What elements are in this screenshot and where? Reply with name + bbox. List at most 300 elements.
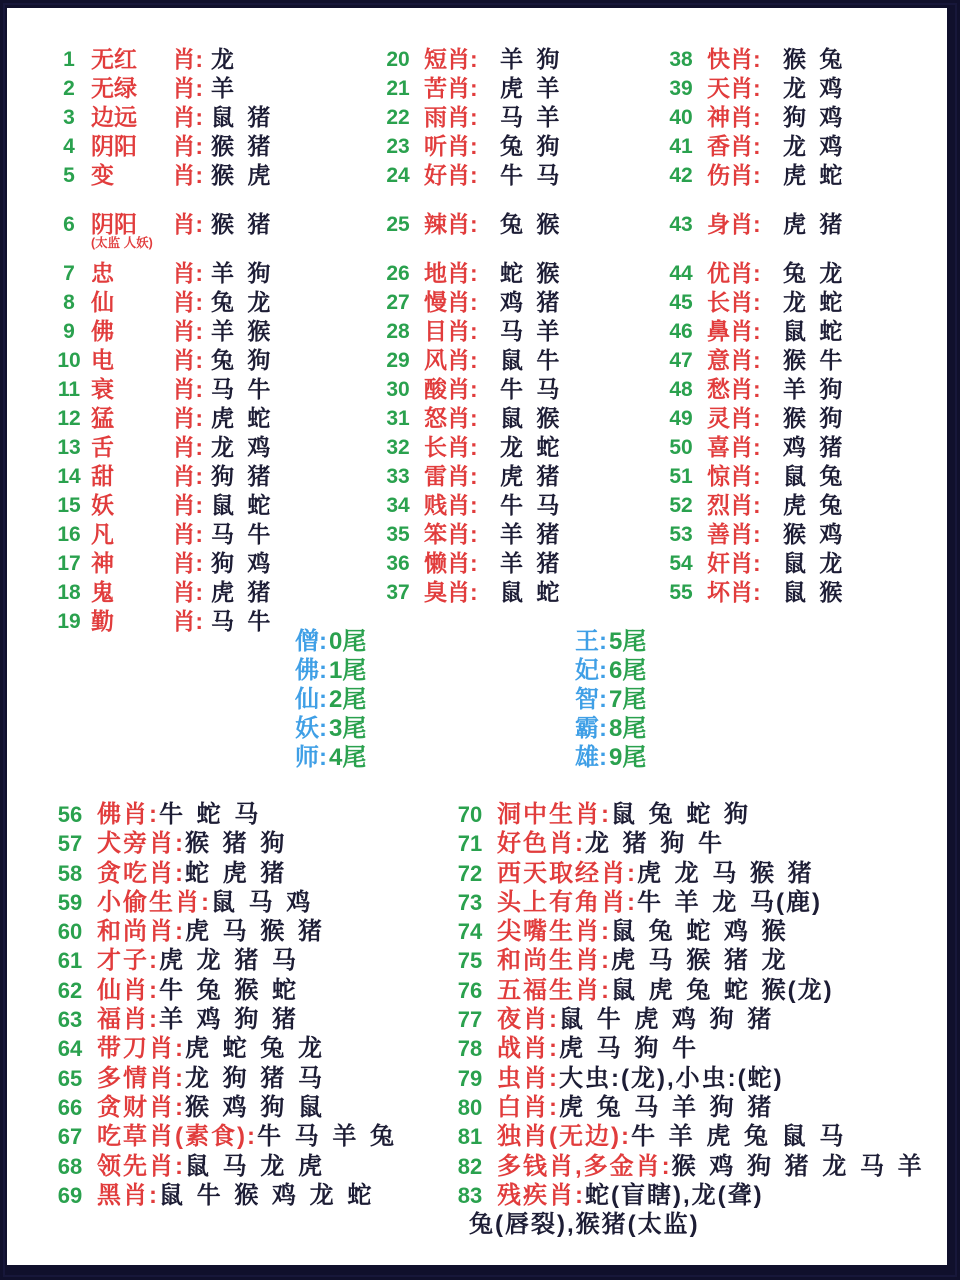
row-values: 龙 鸡 xyxy=(211,434,272,460)
row-values: 虎 兔 马 羊 狗 猪 xyxy=(559,1093,774,1121)
row-label: 西天取经肖: xyxy=(497,859,637,887)
row-number: 15 xyxy=(57,494,81,517)
row-label: 和尚生肖: xyxy=(497,947,611,975)
row-values: 羊 猴 xyxy=(211,318,272,344)
zodiac-row xyxy=(384,45,560,74)
row-text xyxy=(497,888,822,917)
zodiac-row xyxy=(384,346,560,375)
zodiac-row xyxy=(384,404,560,433)
row-number: 69 xyxy=(57,1182,83,1208)
zodiac-row xyxy=(667,404,843,433)
row-label-wrap xyxy=(91,375,203,404)
label-part: 无红 xyxy=(91,46,137,72)
zodiac-row xyxy=(384,491,560,520)
row-number: 13 xyxy=(57,436,81,459)
row-label: 贪吃肖: xyxy=(97,859,185,887)
row-values: 羊 鸡 狗 猪 xyxy=(159,1006,299,1034)
row-values: 虎 蛇 xyxy=(211,405,272,431)
row-group xyxy=(384,259,560,607)
tail-value: 0尾 xyxy=(329,628,367,655)
row-label xyxy=(91,491,203,520)
zodiac-row xyxy=(455,829,924,858)
row-values: 龙 xyxy=(211,46,235,72)
row-values: 狗 鸡 xyxy=(211,550,272,576)
row-number: 40 xyxy=(669,106,693,129)
row-values: 龙 狗 猪 马 xyxy=(185,1064,325,1092)
row-number: 23 xyxy=(386,135,410,158)
tail-value: 4尾 xyxy=(329,744,367,771)
row-label: 惊肖: xyxy=(707,463,761,489)
row-values: 鸡 猪 xyxy=(783,434,844,460)
row-label: 意肖: xyxy=(707,347,761,373)
zodiac-row xyxy=(55,1005,396,1034)
row-values: 猴 虎 xyxy=(211,162,272,188)
row-text xyxy=(497,1093,773,1122)
zodiac-row xyxy=(384,103,560,132)
zodiac-row xyxy=(384,375,560,404)
row-values: 猴 猪 狗 xyxy=(185,830,287,858)
row-label: 五福生肖: xyxy=(497,976,611,1004)
row-number: 47 xyxy=(669,349,693,372)
row-number: 28 xyxy=(386,320,410,343)
row-label xyxy=(91,103,203,132)
row-label: 短肖: xyxy=(424,46,478,72)
zodiac-row xyxy=(667,161,843,190)
row-group xyxy=(55,45,271,190)
row-label: 好色肖: xyxy=(497,830,585,858)
zodiac-row xyxy=(667,103,843,132)
row-number: 67 xyxy=(57,1124,83,1150)
row-number: 74 xyxy=(457,919,483,945)
row-number: 62 xyxy=(57,977,83,1003)
row-values: 狗 猪 xyxy=(211,463,272,489)
row-number: 30 xyxy=(386,378,410,401)
row-label: 听肖: xyxy=(424,133,478,159)
row-values: 猴 兔 xyxy=(783,46,844,72)
zodiac-row xyxy=(667,433,843,462)
row-label: 长肖: xyxy=(424,434,478,460)
row-label: 战肖: xyxy=(497,1035,559,1063)
row-number: 17 xyxy=(57,552,81,575)
row-text xyxy=(497,859,814,888)
row-label xyxy=(91,317,203,346)
zodiac-row xyxy=(55,491,271,520)
tail-row xyxy=(575,743,646,772)
zodiac-row xyxy=(55,288,271,317)
row-number: 71 xyxy=(457,831,483,857)
zodiac-row xyxy=(55,946,396,975)
row-number: 70 xyxy=(457,802,483,827)
row-label: 好肖: xyxy=(424,162,478,188)
row-label: 鼻肖: xyxy=(707,318,761,344)
row-label: 雷肖: xyxy=(424,463,478,489)
row-number: 16 xyxy=(57,523,81,546)
row-label: 身肖: xyxy=(707,211,761,237)
tail-value: 6尾 xyxy=(609,657,647,684)
row-number: 33 xyxy=(386,465,410,488)
row-group xyxy=(667,210,843,259)
row-label: 地肖: xyxy=(424,260,478,286)
row-number: 4 xyxy=(63,135,75,158)
row-values: 鼠 蛇 xyxy=(500,579,561,605)
tail-row xyxy=(295,685,366,714)
zodiac-row xyxy=(455,1034,924,1063)
row-values: 牛 兔 猴 蛇 xyxy=(159,976,299,1004)
zodiac-row xyxy=(667,210,843,259)
row-label: 伤肖: xyxy=(707,162,761,188)
row-label xyxy=(91,210,203,239)
row-values: 猴 鸡 xyxy=(783,521,844,547)
row-text xyxy=(97,800,260,829)
row-number: 14 xyxy=(57,465,81,488)
zodiac-row xyxy=(455,1064,924,1093)
row-label xyxy=(91,346,203,375)
row-label: 风肖: xyxy=(424,347,478,373)
label-part: 肖: xyxy=(172,46,203,72)
tail-label: 智: xyxy=(575,686,607,713)
tail-row xyxy=(295,743,366,772)
zodiac-row xyxy=(667,259,843,288)
row-values: 虎 马 猴 猪 xyxy=(185,918,325,946)
zodiac-row xyxy=(55,45,271,74)
label-part: 忠 xyxy=(91,260,114,286)
label-part: 边远 xyxy=(91,104,137,130)
label-part: 肖: xyxy=(172,521,203,547)
row-label-wrap xyxy=(91,259,203,288)
row-group xyxy=(384,210,560,259)
row-number: 19 xyxy=(57,610,81,633)
row-text xyxy=(97,1122,396,1151)
zodiac-row xyxy=(384,520,560,549)
row-label xyxy=(91,549,203,578)
row-text xyxy=(97,946,298,975)
row-label-wrap xyxy=(91,346,203,375)
label-part: 凡 xyxy=(91,521,114,547)
row-values: 鼠 龙 xyxy=(783,550,844,576)
row-number: 58 xyxy=(57,860,83,886)
row-values: 羊 狗 xyxy=(783,376,844,402)
zodiac-row xyxy=(55,346,271,375)
row-label xyxy=(91,45,203,74)
zodiac-row xyxy=(55,103,271,132)
zodiac-row xyxy=(667,288,843,317)
row-label-wrap xyxy=(91,317,203,346)
row-values: 鼠 兔 xyxy=(783,463,844,489)
tail-row xyxy=(295,656,366,685)
row-label: 尖嘴生肖: xyxy=(497,918,611,946)
row-group xyxy=(55,210,271,259)
label-part: 肖: xyxy=(172,550,203,576)
row-values: 兔 龙 xyxy=(211,289,272,315)
top-column-2 xyxy=(384,45,560,607)
row-values-line2: 兔(唇裂),猴猪(太监) xyxy=(469,1211,700,1239)
row-values: 兔 猴 xyxy=(500,211,561,237)
label-part: 仙 xyxy=(91,289,114,315)
row-values: 鼠 猴 xyxy=(783,579,844,605)
zodiac-row xyxy=(55,578,271,607)
row-text xyxy=(97,1181,373,1210)
row-values: 猴 鸡 狗 猪 龙 马 羊 xyxy=(671,1152,924,1180)
label-part: 神 xyxy=(91,550,114,576)
row-label: 目肖: xyxy=(424,318,478,344)
row-label: 虫肖: xyxy=(497,1064,559,1092)
row-text xyxy=(497,1064,784,1093)
row-number: 20 xyxy=(386,48,410,71)
row-label-wrap xyxy=(91,607,203,636)
row-label-wrap xyxy=(91,520,203,549)
row-number: 54 xyxy=(669,552,693,575)
tail-value: 2尾 xyxy=(329,686,367,713)
row-values: 牛 蛇 马 xyxy=(159,801,261,828)
row-label: 贱肖: xyxy=(424,492,478,518)
row-text xyxy=(497,917,788,946)
row-number: 39 xyxy=(669,77,693,100)
zodiac-row xyxy=(384,132,560,161)
row-label-wrap xyxy=(91,74,203,103)
row-text xyxy=(97,976,298,1005)
row-number: 82 xyxy=(457,1153,483,1179)
row-number: 61 xyxy=(57,948,83,974)
row-number: 21 xyxy=(386,77,410,100)
row-number: 18 xyxy=(57,581,81,604)
row-sublabel: (太监 人妖) xyxy=(91,236,153,250)
zodiac-row xyxy=(55,859,396,888)
row-number: 51 xyxy=(669,465,693,488)
row-number: 37 xyxy=(386,581,410,604)
tail-row xyxy=(575,685,646,714)
row-label-wrap xyxy=(91,433,203,462)
row-label: 佛肖: xyxy=(97,801,159,828)
row-label: 白肖: xyxy=(497,1093,559,1121)
row-number: 49 xyxy=(669,407,693,430)
row-label: 黑肖: xyxy=(97,1181,159,1209)
row-values: 牛 马 xyxy=(500,492,561,518)
row-label-wrap xyxy=(91,288,203,317)
label-part: 肖: xyxy=(172,608,203,634)
row-number: 55 xyxy=(669,581,693,604)
row-label xyxy=(91,161,203,190)
row-number: 75 xyxy=(457,948,483,974)
row-number: 11 xyxy=(57,378,81,401)
tail-row xyxy=(295,627,366,656)
row-number: 48 xyxy=(669,378,693,401)
row-values: 鼠 蛇 xyxy=(783,318,844,344)
row-values: 鼠 兔 蛇 鸡 猴 xyxy=(611,918,788,946)
row-values: 鼠 兔 蛇 狗 xyxy=(611,801,751,828)
row-label: 带刀肖: xyxy=(97,1035,185,1063)
label-part: 肖: xyxy=(172,463,203,489)
row-values: 鼠 马 龙 虎 xyxy=(185,1152,325,1180)
label-part: 肖: xyxy=(172,289,203,315)
tail-value: 3尾 xyxy=(329,715,367,742)
zodiac-row xyxy=(455,888,924,917)
zodiac-row xyxy=(384,161,560,190)
zodiac-row xyxy=(55,800,396,829)
row-values: 鸡 猪 xyxy=(500,289,561,315)
row-values: 马 牛 xyxy=(211,376,272,402)
label-part: 肖: xyxy=(172,318,203,344)
row-label: 快肖: xyxy=(707,46,761,72)
row-text xyxy=(97,859,286,888)
row-label: 和尚肖: xyxy=(97,918,185,946)
row-values: 鼠 猴 xyxy=(500,405,561,431)
row-label: 笨肖: xyxy=(424,521,478,547)
row-label xyxy=(91,132,203,161)
label-part: 勤 xyxy=(91,608,114,634)
zodiac-row xyxy=(667,346,843,375)
row-values: 虎 龙 马 猴 猪 xyxy=(637,859,814,887)
tail-row xyxy=(295,714,366,743)
zodiac-row xyxy=(667,132,843,161)
zodiac-row xyxy=(55,74,271,103)
label-part: 阴阳 xyxy=(91,211,137,237)
zodiac-row xyxy=(55,375,271,404)
row-number: 79 xyxy=(457,1065,483,1091)
row-label xyxy=(91,578,203,607)
row-number: 12 xyxy=(57,407,81,430)
row-values: 鼠 虎 兔 蛇 猴(龙) xyxy=(611,976,834,1004)
row-text xyxy=(497,976,834,1005)
row-number: 43 xyxy=(669,213,693,236)
row-number: 32 xyxy=(386,436,410,459)
row-number: 81 xyxy=(457,1124,483,1150)
label-part: 肖: xyxy=(172,133,203,159)
row-label: 天肖: xyxy=(707,75,761,101)
zodiac-row xyxy=(455,1152,924,1181)
zodiac-row xyxy=(55,404,271,433)
row-label xyxy=(91,607,203,636)
label-part: 佛 xyxy=(91,318,114,344)
tail-label: 雄: xyxy=(575,744,607,771)
zodiac-row xyxy=(455,1181,924,1240)
row-values: 鼠 牛 xyxy=(500,347,561,373)
row-label: 香肖: xyxy=(707,133,761,159)
zodiac-row xyxy=(55,1122,396,1151)
row-values: 牛 羊 虎 兔 鼠 马 xyxy=(630,1123,846,1151)
row-number: 29 xyxy=(386,349,410,372)
row-values: 鼠 牛 猴 鸡 龙 蛇 xyxy=(159,1181,374,1209)
row-values: 虎 羊 xyxy=(500,75,561,101)
row-values: 羊 狗 xyxy=(500,46,561,72)
tail-label: 僧: xyxy=(295,628,327,655)
zodiac-row xyxy=(384,462,560,491)
row-label xyxy=(91,520,203,549)
tail-label: 佛: xyxy=(295,657,327,684)
tail-value: 7尾 xyxy=(609,686,647,713)
zodiac-row xyxy=(455,946,924,975)
zodiac-row xyxy=(55,607,271,636)
row-number: 50 xyxy=(669,436,693,459)
row-values: 虎 马 猴 猪 龙 xyxy=(611,947,788,975)
row-label: 神肖: xyxy=(707,104,761,130)
row-label-wrap xyxy=(91,462,203,491)
row-number: 76 xyxy=(457,977,483,1003)
row-number: 34 xyxy=(386,494,410,517)
row-label xyxy=(91,462,203,491)
row-text xyxy=(497,1034,698,1063)
row-values: 猴 鸡 狗 鼠 xyxy=(185,1093,325,1121)
row-values: 鼠 马 鸡 xyxy=(211,888,313,916)
zodiac-row xyxy=(455,1093,924,1122)
label-part: 鬼 xyxy=(91,579,114,605)
row-number: 53 xyxy=(669,523,693,546)
row-label: 臭肖: xyxy=(424,579,478,605)
row-number: 5 xyxy=(63,164,75,187)
label-part: 阴阳 xyxy=(91,133,137,159)
zodiac-row xyxy=(384,288,560,317)
zodiac-row xyxy=(667,317,843,346)
zodiac-row xyxy=(455,976,924,1005)
row-label: 夜肖: xyxy=(497,1006,559,1034)
row-number: 31 xyxy=(386,407,410,430)
row-values: 蛇 虎 猪 xyxy=(185,859,287,887)
row-label: 仙肖: xyxy=(97,976,159,1004)
row-label-wrap xyxy=(91,491,203,520)
row-text xyxy=(97,1064,324,1093)
row-label-wrap xyxy=(91,132,203,161)
zodiac-row xyxy=(667,462,843,491)
row-label: 吃草肖(素食): xyxy=(97,1123,257,1151)
row-label: 怒肖: xyxy=(424,405,478,431)
label-part: 肖: xyxy=(172,347,203,373)
label-part: 肖: xyxy=(172,492,203,518)
row-values: 大虫:(龙),小虫:(蛇) xyxy=(559,1064,784,1092)
row-label: 愁肖: xyxy=(707,376,761,402)
row-values: 虎 兔 xyxy=(783,492,844,518)
row-values: 虎 马 狗 牛 xyxy=(559,1035,699,1063)
zodiac-row xyxy=(667,491,843,520)
row-text xyxy=(497,829,724,858)
row-values: 龙 鸡 xyxy=(783,75,844,101)
zodiac-row xyxy=(455,800,924,829)
zodiac-row xyxy=(667,74,843,103)
row-label: 懒肖: xyxy=(424,550,478,576)
zodiac-row xyxy=(384,210,560,259)
row-values: 猴 猪 xyxy=(211,211,272,237)
row-number: 63 xyxy=(57,1007,83,1033)
row-number: 59 xyxy=(57,889,83,915)
row-number: 56 xyxy=(57,802,83,827)
zodiac-row xyxy=(384,74,560,103)
row-label xyxy=(91,259,203,288)
row-values: 马 羊 xyxy=(500,318,561,344)
row-label: 善肖: xyxy=(707,521,761,547)
row-number: 83 xyxy=(457,1182,483,1208)
row-label: 福肖: xyxy=(97,1006,159,1034)
tail-row xyxy=(575,714,646,743)
row-number: 24 xyxy=(386,164,410,187)
row-values: 羊 狗 xyxy=(211,260,272,286)
row-number: 78 xyxy=(457,1036,483,1062)
row-number: 65 xyxy=(57,1065,83,1091)
row-values: 牛 马 xyxy=(500,376,561,402)
row-values: 羊 猪 xyxy=(500,550,561,576)
zodiac-row xyxy=(55,520,271,549)
label-part: 肖: xyxy=(172,376,203,402)
zodiac-row xyxy=(55,462,271,491)
label-part: 肖: xyxy=(172,434,203,460)
row-values: 兔 龙 xyxy=(783,260,844,286)
row-number: 8 xyxy=(63,291,75,314)
label-part: 电 xyxy=(91,347,114,373)
zodiac-row xyxy=(667,578,843,607)
row-label: 酸肖: xyxy=(424,376,478,402)
tail-value: 1尾 xyxy=(329,657,367,684)
row-values: 狗 鸡 xyxy=(783,104,844,130)
row-number: 9 xyxy=(63,320,75,343)
label-part: 肖: xyxy=(172,75,203,101)
row-number: 10 xyxy=(57,349,81,372)
